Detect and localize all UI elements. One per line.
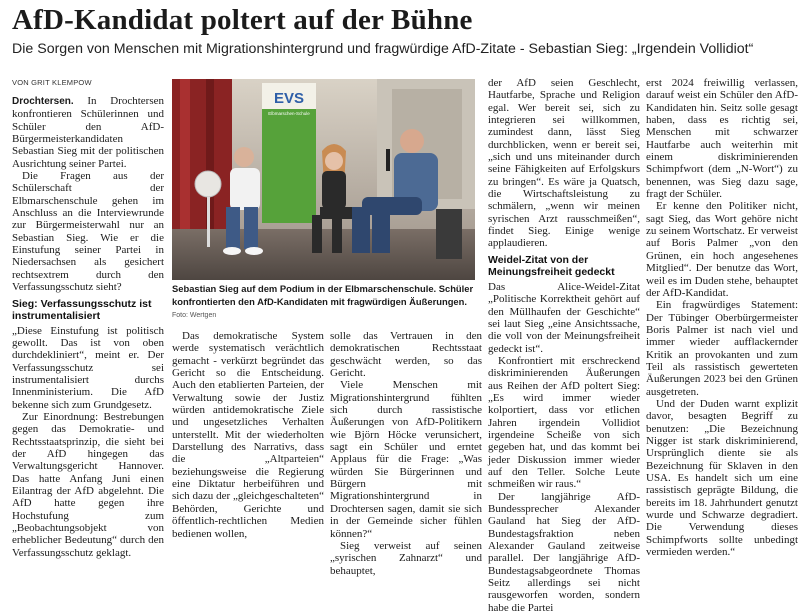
paragraph: erst 2024 freiwillig verlassen, darauf weist ein Schüler den AfD-Kandidaten hin. Seitz solle gesagt haben, dass es richtig sei, Menschen mit schwarzer Hautfarbe auch weiterhin mit einem diskriminierenden Schimpfwort (dem „N-Wort“) zu benennen, was Sieg dazu sage, fragt der Schüler. — [646, 77, 798, 201]
paragraph: Konfrontiert mit erschreckend diskriminierenden Äußerungen aus Reihen der AfD poltert Sieg: „Es wird immer wieder kolportiert, dass vor etlichen Jahren irgendein Vollidiot irgendeine Scheiße von sich gegeben hat, und das kommt bei jeder Diskussion immer wieder auf den Teller. Solche Leute schmeißen wir raus.“ — [488, 354, 640, 491]
subheadline: Die Sorgen von Menschen mit Migrationshintergrund und fragwürdige AfD-Zitate - Sebastian Sieg: „Irgendein Vollidiot“ — [12, 41, 754, 57]
paragraph: Der langjährige AfD-Bundessprecher Alexander Gauland hat Sieg der AfD-Bundestagsfraktion neben Alexander Gauland zeitweise parallel. Der langjährige AfD-Bundestagsabgeordnete Thomas Seitz allerdings sei nicht rausgeworfen worden, sondern habe die Partei — [488, 490, 640, 614]
article-photo — [172, 79, 475, 280]
paragraph: Die Fragen aus der Schülerschaft der Elbmarschenschule gehen im Anschluss an die Interviewrunde zur Bürgermeisterwahl nur an Sebastian Sieg. Wie er die Einstufung seiner Partei in Niedersachsen als gesichert rechtsextrem durch den Verfassungsschutz sieht? — [12, 170, 164, 294]
lead-text: In Drochtersen konfrontieren Schülerinnen und Schüler den AfD-Bürgermeisterkandidaten Sebastian Sieg mit der politischen Ausrichtung seiner Partei. — [12, 95, 165, 170]
lead-paragraph — [12, 95, 164, 170]
paragraph: „Diese Einstufung ist politisch gewollt. Das ist von oben durchdekliniert“, meint er. Der Verfassungsschutz sei instrumentalisiert durchs Innenministerium. Die AfD bekenne sich zum Grundgesetz. — [12, 324, 164, 411]
article-column-4 — [488, 77, 640, 614]
paragraph: Und der Duden warnt explizit davor, besagten Begriff zu benutzen: „Die Bezeichnung Nigger ist stark diskriminierend, Ursprünglich diente sie als Bezeichnung für Sklaven in den USA. Es handelt sich um eine rassistisch geprägte Bildung, die bereits im 18. Jahrhundert genutzt wurde und Schwarze degradiert. Die Verwendung dieses Schimpfworts sollte unbedingt vermieden werden.“ — [646, 397, 798, 559]
paragraph: der AfD seien Geschlecht, Hautfarbe, Sprache und Religion egal. Wer bereit sei, sich zu integrieren sei willkommen, zumindest dann, lässt Sieg durchblicken, wenn er bereit sei, „sich und uns miteinander durch seine Fähigkeiten auf Erfolgskurs zu bringen“. Es wäre ja Quatsch, die Wirtschaftsleistung zu schmälern, „wenn wir meinen syrischen Arzt rausschmeißen“, findet Sieg. Einige wenige applaudieren. — [488, 77, 640, 250]
article-column-2 — [172, 330, 324, 540]
article-column-3 — [330, 330, 482, 577]
paragraph: solle das Vertrauen in den demokratischen Rechtsstaat geschwächt werden, so das Gericht. — [330, 330, 482, 380]
banner-logo: EVS — [273, 90, 305, 107]
dateline: Drochtersen. — [12, 96, 74, 107]
podium-photo-illustration — [172, 79, 475, 280]
paragraph: Zur Einordnung: Bestrebungen gegen das Demokratie- und Rechtsstaatsprinzip, die sieht bei der AfD hingegen das Verwaltungsgericht Hannover. Das hatte Anfang Juni einen Eilantrag der AfD abgelehnt. Die AfD hatte gegen ihre Hochstufung zum „Beobachtungsobjekt von erheblicher Bedeutung“ durch den Verfassungsschutz geklagt. — [12, 410, 164, 559]
article-column-1 — [12, 95, 165, 559]
school-banner — [262, 83, 316, 223]
subheading: Weidel-Zitat von der Meinungsfreiheit gedeckt — [488, 253, 615, 279]
article-column-5 — [646, 77, 798, 559]
paragraph: Sieg verweist auf seinen „syrischen Zahnarzt“ und behauptet, — [330, 539, 482, 577]
headline: AfD-Kandidat poltert auf der Bühne — [12, 4, 473, 36]
paragraph: Das Alice-Weidel-Zitat „Politische Korrektheit gehört auf den Müllhaufen der Geschichte“ sei laut Sieg „eine Ansichtssache, die voll von der Meinungsfreiheit gedeckt ist“. — [488, 280, 640, 355]
paragraph: Er kenne den Politiker nicht, sagt Sieg, das Wort gehöre nicht zu seinem Wortschatz. Er verweist auf Boris Palmer „von den Grünen, ein hoch angesehenes Mitglied“. Der benutze das Wort, weil es im Duden stehe, behauptet der AfD-Kandidat. — [646, 200, 798, 299]
byline: VON GRIT KLEMPOW — [12, 78, 92, 87]
caption-text: Sebastian Sieg auf dem Podium in der Elbmarschenschule. Schüler konfrontierten den AfD-Kandidaten mit fragwürdigen Äußerungen. — [172, 283, 474, 307]
photo-caption — [172, 283, 476, 323]
paragraph: Ein fragwürdiges Statement: Der Tübinger Oberbürgermeister Boris Palmer ist nach viel und immer wieder aufflackernder Kritik an provokanten und zum Teil als rassistisch gewerteten Äußerungen 2023 bei den Grünen ausgetreten. — [646, 299, 798, 398]
banner-text: Elbmarschen-Schule — [268, 111, 310, 116]
paragraph: Das demokratische System werde systematisch verächtlich gemacht - verkürzt begründet das Gericht so die Entscheidung. Auch den etablierten Parteien, der Verwaltung sowie der Justiz würden antidemokratische Ziele und ungesetzliches Verhalten unterstellt. Mit der wiederholten Darstellung des Narrativs, dass die „Altparteien“ beziehungsweise die Regierung eine Diktatur herbeiführen und sich dazu der „gleichgeschalteten“ Behörden, Gerichte und öffentlich-rechtlichen Medien bedienen wollen, — [172, 330, 324, 540]
subheading: Sieg: Verfassungsschutz ist instrumentalisiert — [12, 297, 152, 322]
photo-credit: Foto: Wertgen — [172, 312, 217, 319]
paragraph: Viele Menschen mit Migrationshintergrund fühlten sich durch rassistische Äußerungen von AfD-Politikern wie Björn Höcke verunsichert, sagt ein Schüler und erntet Applaus für die Frage: „Was würden Sie Bürgerinnen und Bürgern mit Migrationshintergrund in Drochtersen sagen, damit sie sich in der Gemeinde sicher fühlen können?“ — [330, 379, 482, 540]
